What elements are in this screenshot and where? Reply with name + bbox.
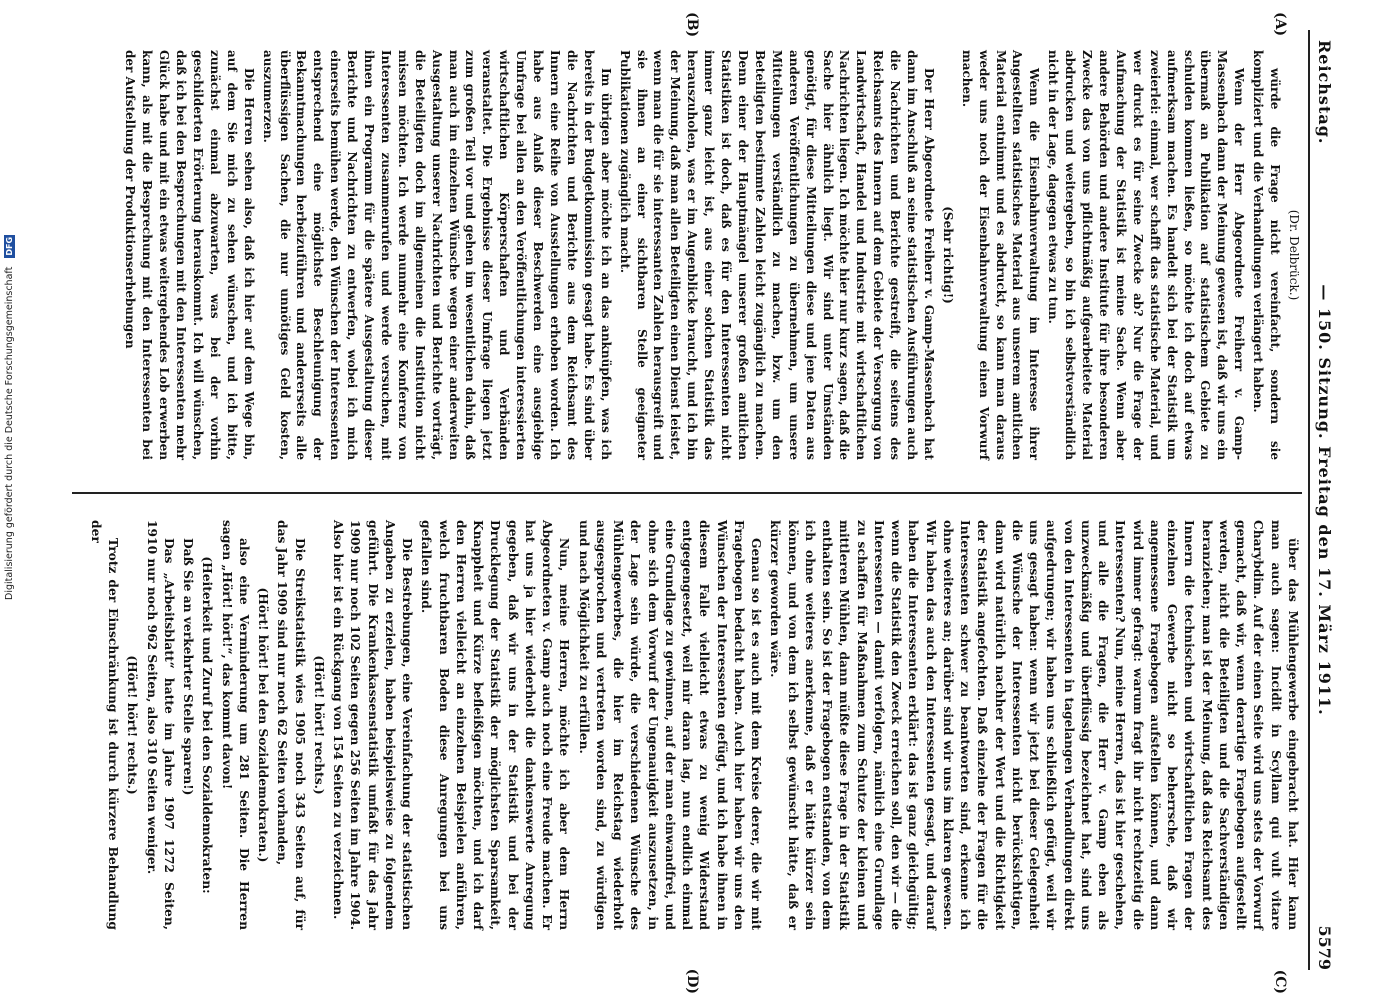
paragraph: über das Mühlengewerbe eingebracht hat. Hier kann man auch sagen: Incidit in Scyllam qui vult vitare Charybdim. Auf der einen Seite wird uns stets der Vorwurf gemacht, daß wir, wenn derartige Fragebogen aufgestellt werden, nicht die Beteiligten und die Sachverständigen heranziehen; man ist der Meinung, daß das Reichsamt des Innern die technischen und wirtschaftlichen Fragen der einzelnen Gewerbe nicht so beherrsche, daß wir angemessene Fragebogen aufstellen können, und dann wird immer gefragt: warum fragt ihr nicht rechtzeitig die Interessenten? Nun, meine Herren, das ist hier geschehen, und alle die Fragen, die Herr v. Gamp eben als unzweckmäßig und überflüssig bezeichnet hat, sind uns von den Interessenten in tagelangen Verhandlungen direkt aufgedrungen; wir haben uns schließlich gefügt, weil wir uns gesagt haben: wenn wir jetzt bei dieser Gelegenheit die Wünsche der Interessenten nicht berücksichtigen, dann wird natürlich nachher der Wert und die Richtigkeit der Statistik angefochten. Daß einzelne der Fragen für die Interessenten schwer zu beantworten sind, erkenne ich ohne weiteres an; darüber sind wir uns im klaren gewesen. Wir haben das auch den Interessenten gesagt, und darauf haben die Interessenten erklärt: das ist ganz gleichgültig; wenn die Statistik den Zweck erreichen soll, den wir — die Interessenten — damit verfolgen, nämlich eine Grundlage zu schaffen für Maßnahmen zum Schutze der kleinen und mittleren Mühlen, dann müßte diese Frage in der Statistik enthalten sein. So ist der Fragebogen entstanden, von dem ich ohne weiteres anerkenne, daß er hätte kürzer sein können, und von dem ich selbst gewünscht hätte, daß er kürzer geworden wäre. <box>768 520 1301 930</box>
paragraph: Genau so ist es auch mit dem Kreise derer, die wir mit Fragebogen bedacht haben. Auch hier haben wir uns den Wünschen der Interessenten gefügt, und ich habe ihnen in diesem Falle vielleicht etwas zu wenig Widerstand entgegengesetzt, weil mir daran lag, nun endlich einmal eine Grundlage zu gewinnen, auf der man einwandfrei, und ohne sich dem Vorwurf der Ungenauigkeit auszusetzen, in der Lage sein würde, die verschiedenen Wünsche des Mühlengewerbes, die hier im Reichstag wiederholt ausgesprochen und vertreten worden sind, zu würdigen und nach Möglichkeit zu erfüllen. <box>576 520 765 930</box>
right-column <box>86 520 1302 930</box>
paragraph: würde die Frage nicht vereinfacht, sondern sie kompliziert und die Verhandlungen verlängert haben. <box>1251 50 1283 460</box>
header-rule <box>1308 30 1310 970</box>
left-column <box>119 50 1302 460</box>
interjection: (Sehr richtig!) <box>940 206 955 304</box>
document-page <box>40 0 1340 1000</box>
interjection: (Hört! hört! rechts.) <box>125 655 141 795</box>
paragraph: Die Herren sehen also, daß ich hier auf dem Wege bin, auf dem Sie mich zu sehen wünschen, und ich bitte, zunächst einmal abzuwarten, was bei der vorhin geschilderten Erörterung herauskommt. Ich will wünschen, daß ich bei den Besprechungen mit den Interessenten mehr Glück habe und mit ein etwas weitergehendes Lob erwerben kann, als mit die Besprechung mit den Interessenten bei der Aufstellung der Produktionserhebungen <box>123 50 256 460</box>
interjection: (Hört! hört! bei den Sozialdemokraten.) <box>256 587 272 863</box>
paragraph: Die Streikstatistik wies 1905 noch 343 Seiten auf, für das Jahr 1909 sind nur noch 62 Seiten vorhanden, <box>275 520 308 930</box>
margin-marker-c: (C) <box>1272 969 1288 994</box>
paragraph: Daß Sie an verkehrter Stelle sparen!) <box>181 538 197 796</box>
page-number: 5579 <box>1315 925 1334 970</box>
footer-credit <box>4 235 15 600</box>
footer-credit-text: Digitalisierung gefördert durch die Deutsche Forschungsgemeinschaft <box>4 266 15 600</box>
column-divider <box>72 492 1302 494</box>
speaker-label: (Dr. Delbrück.) <box>1287 209 1301 301</box>
paragraph: Im übrigen aber möchte ich an das anknüpfen, was ich bereits in der Budgetkommission gesagt habe. Es sind über die Nachrichten und Berichte aus dem Reichsamt des Innern eine Reihe von Ausstellungen erhoben worden. Ich habe aus Anlaß dieser Beschwerden eine ausgiebige Umfrage bei allen an den Veröffentlichungen interessierten wirtschaftlichen Körperschaften und Verbänden veranstaltet. Die Ergebnisse dieser Umfrage liegen jetzt zum großen Teil vor und gehen im wesentlichen dahin, daß man auch im einzelnen Wünsche wegen einer anderweiten Ausgestaltung unserer Nachrichten und Berichte vorträgt, die Beteiligten doch im allgemeinen die Institution nicht missen möchten. Ich werde nunmehr eine Konferenz von Interessenten zusammenrufen und werde versuchen, mit ihnen ein Programm für die spätere Ausgestaltung dieser Berichte und Nachrichten zu entwerfen, wobei ich mich einerseits bemühen werde, den Wünschen der Interessenten entsprechend eine möglichste Beschleunigung der Bekanntmachungen herbeizuführen und andererseits alle überflüssigen Sachen, die nur unnötiges Geld kosten, auszumerzen. <box>260 50 613 460</box>
dfg-logo: DFG <box>5 236 14 256</box>
margin-marker-d: (D) <box>684 968 700 994</box>
paragraph: Der Herr Abgeordnete Freiherr v. Gamp-Massenbach hat dann im Anschluß an seine statistischen Ausführungen auch die Nachrichten und Berichte gestreift, die seitens des Reichsamts des Innern auf dem Gebiete der Versorgung von Landwirtschaft, Handel und Industrie mit wirtschaftlichen Nachrichten liegen. Ich möchte hier nur kurz sagen, daß die Sache hier ähnlich liegt. Wir sind unter Umständen genötigt, für diese Mitteilungen diese und jene Daten aus anderen Veröffentlichungen zu übernehmen, um unsere Mitteilungen verständlich zu machen, bzw. um den Beteiligten bestimmte Zahlen leicht zugänglich zu machen. Denn einer der Hauptmängel unserer großen amtlichen Statistiken ist doch, daß es für den Interessenten nicht immer ganz leicht ist, aus einer solchen Statistik das herauszuholen, was er im Augenblicke braucht, und ich bin der Meinung, daß man allen Beteiligten einen Dienst leistet, wenn man die für sie interessanten Zahlen herausgreift und sie ihnen an einer sichtbaren Stelle geeigneter Publikationen zugänglich macht. <box>617 50 936 460</box>
paragraph: Wenn der Herr Abgeordnete Freiherr v. Gamp-Massenbach dann der Meinung gewesen ist, daß wir uns ein übermaß an Publikation auf statistischem Gebiete zu schulden kommen ließen, so möchte ich doch auf etwas aufmerksam machen. Es handelt sich bei der Statistik um zweierlei: einmal, wer schafft das statistische Material, und wer druckt es für seine Zwecke ab? Nur die Frage der Aufmachung der Statistik ist meine Sache. Wenn aber andere Behörden und andere Institute für ihre besonderen Zwecke das von uns pflichtmäßig aufgearbeitete Material abdrucken und weitergeben, so bin ich selbstverständlich nicht in der Lage, dagegen etwas zu tun. <box>1046 50 1247 460</box>
interjection: (Hört! hört! rechts.) <box>312 655 327 795</box>
header-center: — 150. Sitzung. Freitag den 17. März 1911. <box>1315 284 1334 716</box>
interjection: (Heiterkeit und Zuruf bei den Sozialdemokraten: <box>200 556 216 894</box>
paragraph: also eine Verminderung um 281 Seiten. Die Herren sagen „Hört! hört!“, das kommt davon! <box>219 520 252 930</box>
paragraph: Das „Arbeitsblatt“ hatte im Jahre 1907 1272 Seiten, 1910 nur noch 962 Seiten, also 310 Seiten weniger. <box>144 520 177 930</box>
paragraph: Nun, meine Herren, möchte ich aber dem Herrn Abgeordneten v. Gamp auch noch eine Freude machen. Er hat uns ja hier wiederholt die dankenswerte Anregung gegeben, daß wir uns in der Statistik und bei der Drucklegung der Statistik der möglichsten Sparsamkeit, Knappheit und Kürze befleißigen möchten, und ich darf den Herren vielleicht an einzelnen Beispielen anführen, welch fruchtbaren Boden diese Anregungen bei uns gefallen sind. <box>419 520 573 930</box>
margin-marker-b: (B) <box>684 12 700 38</box>
paragraph: Wenn die Eisenbahnverwaltung im Interesse ihrer Angestellten statistisches Material aus unserem amtlichen Material entnimmt und es abdruckt, so kann man daraus weder uns noch der Eisenbahnverwaltung einen Vorwurf machen. <box>959 50 1042 460</box>
paragraph: Die Bestrebungen, eine Vereinfachung der statistischen Angaben zu erzielen, haben beispielsweise zu folgendem geführt. Die Krankenkassenstatistik umfaßt für das Jahr 1909 nur noch 102 Seiten gegen 256 Seiten im Jahre 1904. Also hier ist ein Rückgang von 154 Seiten zu verzeichnen. <box>331 520 416 930</box>
header-left: Reichstag. <box>1315 40 1334 145</box>
paragraph: Trotz der Einschränkung ist durch kürzere Behandlung der <box>89 520 122 930</box>
margin-marker-a: (A) <box>1272 12 1288 37</box>
